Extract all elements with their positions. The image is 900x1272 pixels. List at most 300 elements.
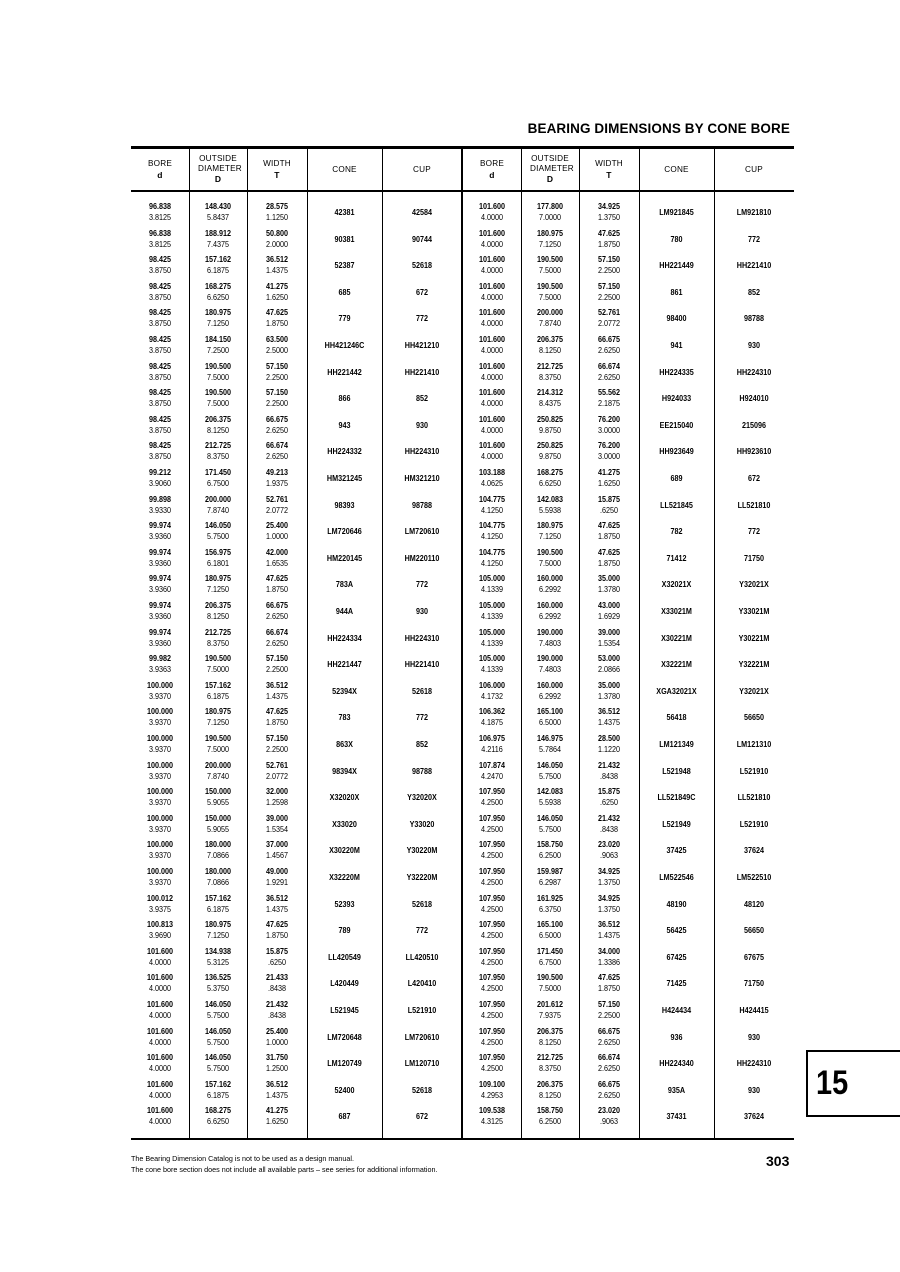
header-outside-diameter-label: OUTSIDE DIAMETER	[198, 154, 242, 173]
od-cell	[192, 201, 244, 227]
cup-part-number: 930	[415, 607, 429, 616]
value-mm: 180.000	[204, 840, 232, 850]
w-cell	[250, 839, 304, 865]
table-row	[131, 627, 462, 653]
value-mm: 157.162	[204, 1079, 232, 1089]
value-mm: 107.950	[478, 813, 506, 823]
value-inch: 3.9360	[148, 585, 172, 595]
bore-cell	[466, 760, 518, 786]
value-mm: 206.375	[204, 601, 232, 610]
bore-cell	[134, 972, 186, 998]
od-cell	[524, 254, 576, 280]
value-inch: 2.6250	[265, 425, 289, 435]
table-header	[131, 149, 462, 192]
value-inch: 3.9370	[148, 745, 172, 754]
w-cell	[582, 972, 636, 998]
od-cell	[192, 1026, 244, 1052]
value-mm: 100.000	[146, 813, 174, 823]
value-inch: 3.8750	[148, 266, 172, 276]
od-cell	[192, 387, 244, 413]
value-inch: 4.2500	[480, 1064, 504, 1074]
table-row	[463, 201, 794, 227]
value-mm: 39.000	[597, 627, 621, 637]
cone-part-number: 67425	[666, 952, 687, 962]
value-mm: 171.450	[204, 468, 232, 477]
od-cell	[192, 919, 244, 945]
value-inch: 7.5000	[538, 292, 562, 302]
od-cell	[192, 307, 244, 333]
bore-cell	[134, 254, 186, 280]
value-mm: 214.312	[536, 388, 564, 398]
value-mm: 190.500	[536, 281, 564, 291]
value-inch: 4.1732	[480, 691, 504, 701]
bore-cell	[134, 1026, 186, 1052]
value-inch: 1.4375	[265, 691, 289, 701]
value-inch: .6250	[599, 798, 619, 808]
od-cell	[192, 627, 244, 653]
value-mm: 47.625	[597, 228, 621, 238]
od-cell	[192, 361, 244, 387]
value-mm: 150.000	[204, 787, 232, 797]
value-mm: 99.898	[148, 494, 172, 504]
value-mm: 99.974	[148, 601, 172, 610]
od-cell	[192, 813, 244, 839]
od-cell	[192, 573, 244, 599]
w-cell	[582, 201, 636, 227]
table-row	[131, 1052, 462, 1078]
value-inch: 3.8750	[148, 399, 172, 409]
value-mm: 21.432	[597, 760, 621, 770]
value-inch: 2.0772	[597, 319, 621, 329]
od-cell	[524, 201, 576, 227]
value-inch: 6.2992	[538, 585, 562, 595]
table-row	[131, 573, 462, 599]
value-mm: 100.000	[146, 840, 174, 850]
value-mm: 157.162	[204, 255, 232, 265]
value-inch: 6.5000	[538, 718, 562, 728]
value-inch: .9063	[599, 1117, 619, 1127]
value-inch: 8.1250	[538, 346, 562, 355]
cone-part-number: L521948	[662, 766, 691, 776]
cone-part-number: 687	[338, 1112, 351, 1122]
value-inch: 5.7500	[206, 1064, 230, 1074]
footer-note: The cone bore section does not include all available parts – see series for additional information.	[131, 1165, 438, 1174]
bore-cell	[466, 946, 518, 972]
table-row	[131, 813, 462, 839]
bore-cell	[134, 467, 186, 493]
value-mm: 190.500	[204, 734, 232, 743]
value-mm: 160.000	[536, 601, 564, 610]
bearing-table	[131, 146, 794, 1140]
w-cell	[582, 440, 636, 466]
bore-cell	[134, 786, 186, 812]
od-cell	[524, 600, 576, 626]
table-row	[131, 520, 462, 546]
od-cell	[192, 334, 244, 360]
header-bore	[131, 149, 189, 190]
cup-part-number: L420410	[407, 979, 437, 989]
cup-part-number: 772	[415, 314, 429, 324]
table-row	[463, 520, 794, 546]
header-cup-label: CUP	[413, 164, 431, 174]
table-right-half	[463, 149, 794, 1138]
od-cell	[192, 467, 244, 493]
table-row	[131, 254, 462, 280]
bore-cell	[134, 653, 186, 679]
cup-part-number: L521910	[739, 766, 769, 776]
value-inch: 5.3125	[206, 957, 230, 967]
value-mm: 104.775	[478, 547, 506, 557]
bore-cell	[466, 1079, 518, 1105]
value-inch: 3.9060	[148, 479, 172, 488]
section-tab-label: 15	[816, 1064, 849, 1102]
value-inch: 6.2500	[538, 851, 562, 861]
w-cell	[582, 494, 636, 520]
value-inch: 4.0000	[148, 1064, 172, 1074]
value-inch: 3.8750	[148, 372, 172, 382]
value-mm: 101.600	[146, 973, 174, 983]
value-inch: 4.0000	[148, 1117, 172, 1127]
cone-part-number: 52394X	[332, 686, 357, 696]
bore-cell	[134, 600, 186, 626]
value-inch: 6.3750	[538, 904, 562, 914]
value-mm: 34.000	[597, 946, 621, 956]
table-row	[131, 999, 462, 1025]
value-mm: 165.100	[536, 920, 564, 930]
value-mm: 200.000	[204, 760, 232, 770]
value-mm: 98.425	[148, 281, 172, 291]
value-mm: 177.800	[536, 202, 564, 211]
value-mm: 142.083	[536, 494, 564, 504]
value-mm: 200.000	[204, 494, 232, 504]
value-inch: 4.0000	[148, 957, 172, 967]
table-row	[131, 1079, 462, 1105]
od-cell	[192, 440, 244, 466]
value-inch: 5.9055	[206, 798, 230, 808]
value-inch: 4.0625	[480, 479, 504, 488]
value-mm: 36.512	[265, 893, 289, 903]
w-cell	[582, 893, 636, 919]
bore-cell	[466, 600, 518, 626]
value-inch: 8.3750	[206, 452, 230, 462]
bore-cell	[466, 839, 518, 865]
value-inch: 3.9360	[148, 558, 172, 568]
cup-part-number: 852	[415, 394, 429, 404]
value-inch: 4.2500	[480, 824, 504, 834]
bore-cell	[466, 307, 518, 333]
value-inch: .6250	[599, 505, 619, 515]
page-number: 303	[766, 1153, 790, 1169]
value-mm: 55.562	[597, 388, 621, 398]
bore-cell	[134, 520, 186, 546]
value-inch: 3.8125	[148, 239, 172, 249]
value-mm: 107.874	[478, 760, 506, 770]
cup-part-number: 852	[747, 287, 761, 297]
w-cell	[582, 573, 636, 599]
od-cell	[524, 972, 576, 998]
value-inch: 4.0000	[480, 239, 504, 249]
value-inch: 5.7500	[206, 1011, 230, 1020]
cone-part-number: 42381	[334, 208, 355, 217]
cup-part-number: 772	[747, 527, 761, 537]
table-row	[131, 547, 462, 573]
table-row	[131, 919, 462, 945]
value-inch: 7.0866	[206, 878, 230, 887]
header-bore-symbol: d	[489, 169, 495, 180]
value-mm: 180.975	[536, 521, 564, 531]
od-cell	[192, 946, 244, 972]
cup-part-number: 98788	[743, 314, 765, 324]
cone-part-number: H424434	[661, 1006, 692, 1015]
value-mm: 104.775	[478, 521, 506, 531]
value-mm: 35.000	[597, 680, 621, 690]
value-inch: 6.7500	[206, 479, 230, 488]
value-mm: 168.275	[204, 1106, 232, 1116]
value-inch: 4.0000	[480, 266, 504, 276]
value-inch: 4.0000	[480, 399, 504, 409]
header-outside-diameter-label: OUTSIDE DIAMETER	[530, 154, 574, 173]
value-mm: 36.512	[265, 255, 289, 265]
bore-cell	[466, 334, 518, 360]
cup-part-number: 56650	[743, 926, 765, 936]
value-mm: 146.050	[204, 1026, 232, 1036]
od-cell	[524, 414, 576, 440]
bore-cell	[466, 387, 518, 413]
value-mm: 146.050	[204, 521, 232, 531]
cone-part-number: X30221M	[661, 633, 692, 643]
value-mm: 100.000	[146, 680, 174, 690]
value-inch: 3.9360	[148, 532, 172, 542]
cup-part-number: H924010	[739, 394, 769, 404]
value-mm: 47.625	[265, 707, 289, 717]
value-mm: 47.625	[265, 574, 289, 584]
cone-part-number: 90381	[334, 234, 355, 244]
value-inch: 1.3386	[597, 957, 621, 967]
cone-part-number: HM220145	[326, 553, 363, 563]
value-mm: 212.725	[204, 441, 232, 451]
value-inch: 3.9370	[148, 851, 172, 861]
bore-cell	[466, 706, 518, 732]
cone-part-number: LM522546	[659, 873, 694, 882]
value-mm: 99.974	[148, 574, 172, 584]
w-cell	[250, 733, 304, 759]
value-inch: 7.5000	[538, 558, 562, 568]
header-width-label: WIDTH	[595, 159, 623, 168]
value-inch: 6.6250	[206, 292, 230, 302]
value-mm: 107.950	[478, 1000, 506, 1009]
value-mm: 100.012	[146, 893, 174, 903]
cone-part-number: LM720646	[327, 527, 362, 537]
bore-cell	[466, 228, 518, 254]
value-mm: 66.674	[265, 441, 289, 451]
cone-part-number: HH224332	[327, 447, 362, 457]
value-mm: 25.400	[265, 521, 289, 531]
bore-cell	[134, 440, 186, 466]
od-cell	[192, 760, 244, 786]
value-mm: 66.675	[597, 1079, 621, 1089]
value-inch: 3.8750	[148, 425, 172, 435]
value-inch: 6.7500	[538, 957, 562, 967]
table-row	[463, 573, 794, 599]
cone-part-number: 56418	[666, 713, 687, 723]
cup-part-number: 42584	[411, 208, 433, 217]
value-inch: 2.0772	[265, 505, 289, 515]
value-inch: 4.1250	[480, 558, 504, 568]
w-cell	[582, 307, 636, 333]
cone-part-number: 98400	[666, 314, 687, 324]
od-cell	[524, 228, 576, 254]
value-inch: 7.2500	[206, 346, 230, 355]
value-mm: 106.000	[478, 680, 506, 690]
value-mm: 21.432	[265, 1000, 289, 1009]
cone-part-number: 789	[338, 926, 351, 936]
value-mm: 146.050	[204, 1053, 232, 1063]
value-inch: 3.9370	[148, 824, 172, 834]
value-mm: 101.600	[146, 1000, 174, 1009]
table-row	[131, 786, 462, 812]
value-mm: 66.674	[597, 1053, 621, 1063]
cup-part-number: 672	[415, 1112, 429, 1122]
bore-cell	[134, 414, 186, 440]
table-row	[463, 893, 794, 919]
value-mm: 160.000	[536, 574, 564, 584]
value-mm: 105.000	[478, 601, 506, 610]
bore-cell	[134, 1105, 186, 1131]
value-mm: 101.600	[478, 281, 506, 291]
od-cell	[524, 387, 576, 413]
cup-part-number: HH224310	[404, 447, 440, 457]
od-cell	[192, 414, 244, 440]
cup-part-number: 930	[415, 420, 429, 430]
value-inch: 8.1250	[538, 1037, 562, 1047]
cup-part-number: 52618	[411, 686, 433, 696]
od-cell	[192, 1079, 244, 1105]
section-tab	[806, 1050, 900, 1117]
value-mm: 165.100	[536, 707, 564, 717]
cone-part-number: 863X	[336, 740, 353, 749]
od-cell	[192, 600, 244, 626]
cup-part-number: 930	[747, 1032, 761, 1042]
table-row	[131, 760, 462, 786]
table-row	[463, 1079, 794, 1105]
header-width-symbol: T	[274, 169, 280, 180]
value-inch: 4.2500	[480, 1011, 504, 1020]
cup-part-number: 71750	[743, 979, 765, 989]
value-mm: 212.725	[204, 627, 232, 637]
cup-part-number: 215096	[741, 420, 767, 430]
value-inch: 2.6250	[265, 452, 289, 462]
w-cell	[250, 281, 304, 307]
value-inch: 1.3750	[597, 904, 621, 914]
value-inch: 6.5000	[538, 931, 562, 941]
cup-part-number: Y32220M	[406, 873, 438, 882]
value-inch: 1.6250	[265, 1117, 289, 1127]
value-inch: 4.0000	[148, 984, 172, 994]
value-inch: 2.6250	[597, 346, 621, 355]
value-inch: 7.9375	[538, 1011, 562, 1020]
w-cell	[250, 972, 304, 998]
cup-part-number: Y32020X	[407, 793, 437, 803]
value-inch: 6.2992	[538, 691, 562, 701]
value-mm: 107.950	[478, 840, 506, 850]
value-inch: 3.9370	[148, 691, 172, 701]
w-cell	[250, 201, 304, 227]
value-inch: 7.5000	[538, 266, 562, 276]
cone-part-number: LL420549	[328, 952, 361, 962]
value-mm: 34.925	[597, 867, 621, 876]
value-inch: 1.8750	[265, 319, 289, 329]
w-cell	[582, 1052, 636, 1078]
value-inch: 1.6250	[265, 292, 289, 302]
cone-part-number: 861	[670, 287, 683, 297]
table-row	[131, 972, 462, 998]
od-cell	[192, 547, 244, 573]
cone-part-number: 936	[670, 1032, 683, 1042]
value-mm: 98.425	[148, 414, 172, 424]
value-mm: 47.625	[265, 308, 289, 318]
value-inch: 5.7500	[538, 824, 562, 834]
value-mm: 184.150	[204, 335, 232, 344]
value-mm: 41.275	[597, 468, 621, 477]
table-row	[131, 361, 462, 387]
value-inch: 1.3750	[597, 213, 621, 222]
w-cell	[250, 414, 304, 440]
value-inch: 4.2500	[480, 957, 504, 967]
w-cell	[250, 254, 304, 280]
table-row	[131, 387, 462, 413]
cup-part-number: Y30220M	[406, 846, 438, 856]
value-mm: 206.375	[536, 1026, 564, 1036]
value-inch: 1.6250	[597, 479, 621, 488]
bore-cell	[466, 813, 518, 839]
cup-part-number: HH221410	[404, 367, 440, 377]
value-mm: 100.000	[146, 707, 174, 717]
value-mm: 109.538	[478, 1106, 506, 1116]
value-mm: 57.150	[597, 281, 621, 291]
value-inch: 5.8437	[206, 213, 230, 222]
cone-part-number: HH224340	[659, 1059, 694, 1069]
value-mm: 212.725	[536, 361, 564, 371]
value-inch: 4.2500	[480, 1037, 504, 1047]
cone-part-number: 52387	[334, 261, 355, 271]
bore-cell	[466, 440, 518, 466]
value-mm: 66.675	[597, 335, 621, 344]
cone-part-number: 783A	[335, 580, 354, 590]
value-inch: 6.6250	[538, 479, 562, 488]
w-cell	[582, 1105, 636, 1131]
value-mm: 101.600	[146, 946, 174, 956]
value-mm: 107.950	[478, 893, 506, 903]
cup-part-number: 71750	[743, 553, 765, 563]
value-mm: 76.200	[597, 414, 621, 424]
bore-cell	[466, 414, 518, 440]
w-cell	[250, 520, 304, 546]
cone-part-number: X33021M	[661, 607, 692, 616]
table-row	[463, 281, 794, 307]
value-mm: 36.512	[265, 1079, 289, 1089]
value-mm: 34.925	[597, 893, 621, 903]
value-inch: 1.3780	[597, 691, 621, 701]
w-cell	[250, 680, 304, 706]
cup-part-number: 67675	[743, 952, 765, 962]
w-cell	[250, 919, 304, 945]
bore-cell	[466, 680, 518, 706]
cup-part-number: 52618	[411, 899, 433, 909]
value-inch: 7.1250	[538, 532, 562, 542]
w-cell	[582, 839, 636, 865]
value-mm: 34.925	[597, 202, 621, 211]
value-inch: 1.4375	[597, 718, 621, 728]
